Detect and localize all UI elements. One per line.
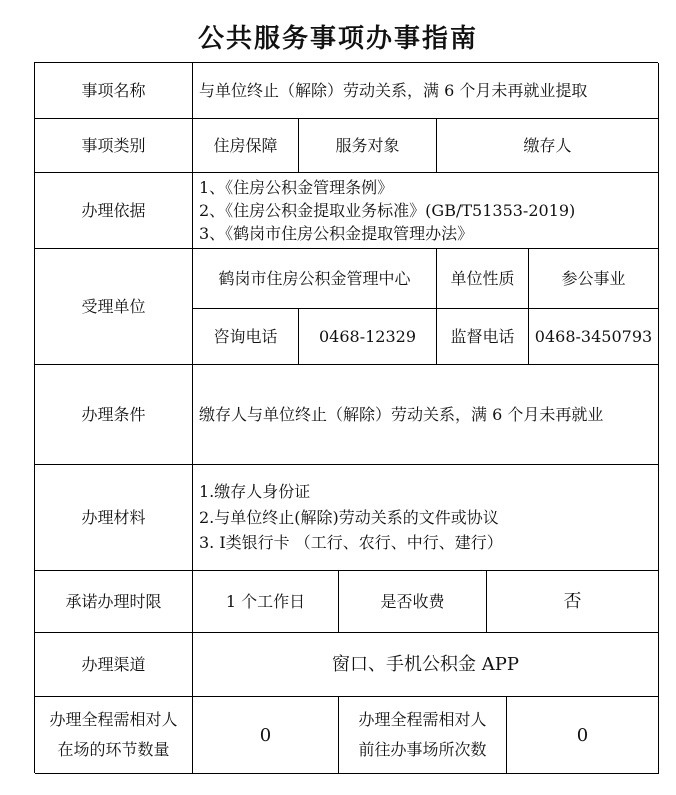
presence-count-label-line-2: 在场的环节数量 <box>57 740 170 759</box>
supervise-phone-label: 监督电话 <box>437 309 529 365</box>
presence-count-label-line-1: 办理全程需相对人 <box>49 709 178 729</box>
visits-count-label-line-2: 前往办事场所次数 <box>358 740 487 759</box>
fee-value: 否 <box>487 571 659 633</box>
service-target-value: 缴存人 <box>437 119 659 173</box>
material-item: 2.与单位终止(解除)劳动关系的文件或协议 <box>199 507 499 527</box>
conditions-label: 办理条件 <box>35 365 193 465</box>
supervise-phone-value: 0468-3450793 <box>529 309 659 365</box>
visits-count-value: 0 <box>507 697 659 774</box>
item-name-label: 事项名称 <box>35 63 193 119</box>
presence-count-label <box>35 697 193 774</box>
consult-phone-label: 咨询电话 <box>193 309 299 365</box>
basis-item: 1、《住房公积金管理条例》 <box>199 177 394 197</box>
material-item: 1.缴存人身份证 <box>199 482 311 502</box>
time-limit-value: 1 个工作日 <box>193 571 339 633</box>
channel-value: 窗口、手机公积金 APP <box>193 633 659 697</box>
visits-count-label-line-1: 办理全程需相对人 <box>358 709 487 729</box>
item-name-value: 与单位终止（解除）劳动关系，满 6 个月未再就业提取 <box>193 63 659 119</box>
materials-label: 办理材料 <box>35 465 193 571</box>
conditions-value: 缴存人与单位终止（解除）劳动关系，满 6 个月未再就业 <box>193 365 659 465</box>
fee-label: 是否收费 <box>339 571 487 633</box>
item-type-label: 事项类别 <box>35 119 193 173</box>
material-item: 3. Ⅰ类银行卡 （工行、农行、中行、建行） <box>199 533 503 553</box>
unit-nature-label: 单位性质 <box>437 249 529 309</box>
unit-nature-value: 参公事业 <box>529 249 659 309</box>
basis-item: 2、《住房公积金提取业务标准》(GB/T51353-2019) <box>199 200 576 220</box>
basis-item: 3、《鹤岗市住房公积金提取管理办法》 <box>199 224 474 244</box>
materials-list <box>193 465 659 571</box>
guide-table <box>34 62 658 773</box>
consult-phone-value: 0468-12329 <box>299 309 437 365</box>
visits-count-label <box>339 697 507 774</box>
item-type-value: 住房保障 <box>193 119 299 173</box>
service-target-label: 服务对象 <box>299 119 437 173</box>
channel-label: 办理渠道 <box>35 633 193 697</box>
unit-label: 受理单位 <box>35 249 193 365</box>
basis-label: 办理依据 <box>35 173 193 249</box>
page-title: 公共服务事项办事指南 <box>197 24 478 54</box>
presence-count-value: 0 <box>193 697 339 774</box>
basis-list <box>193 173 659 249</box>
time-limit-label: 承诺办理时限 <box>35 571 193 633</box>
unit-name: 鹤岗市住房公积金管理中心 <box>193 249 437 309</box>
